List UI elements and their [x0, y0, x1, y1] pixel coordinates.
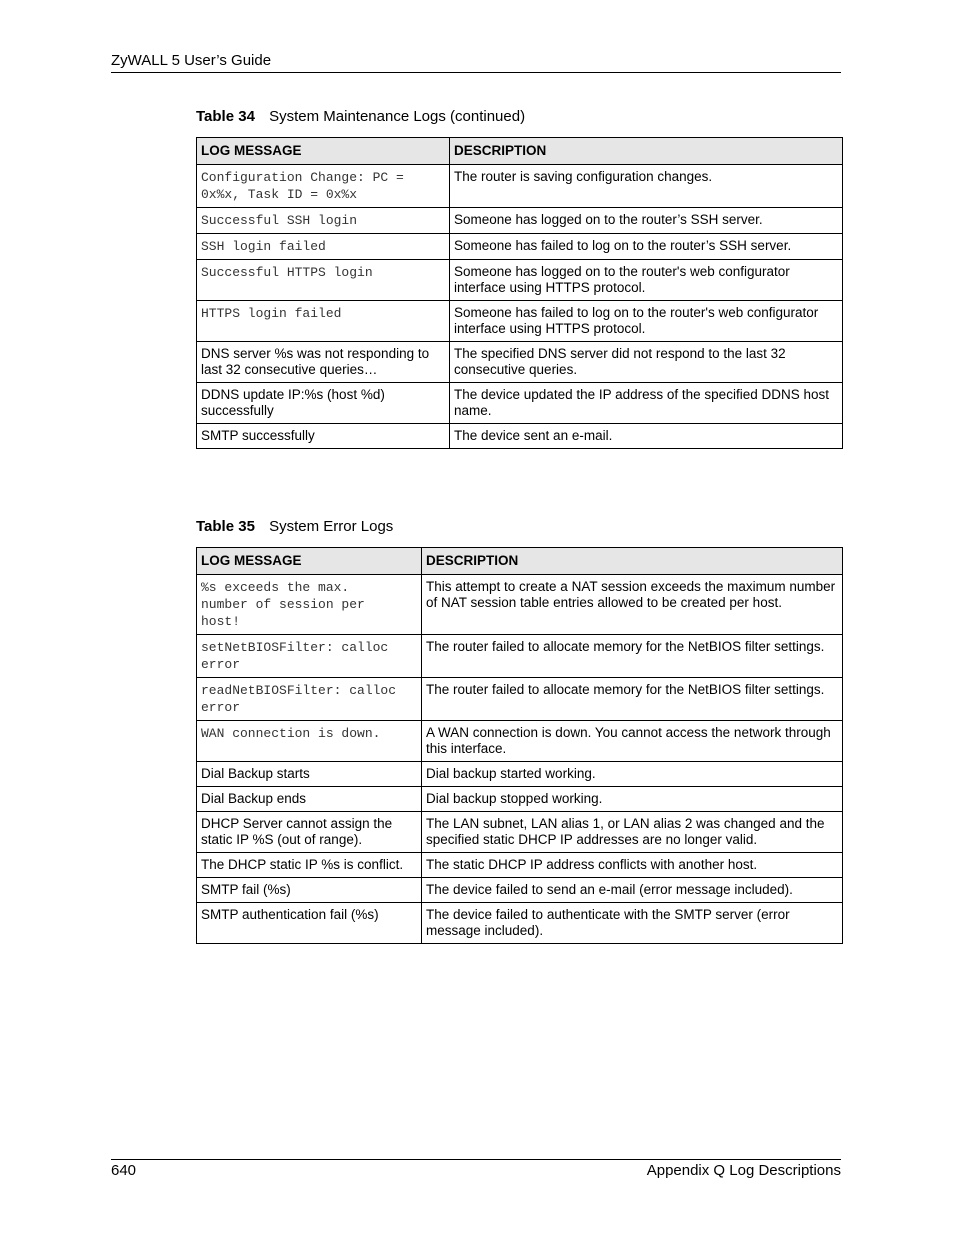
log-message-text: DDNS update IP:%s (host %d) successfully [201, 387, 389, 418]
log-message-cell [197, 424, 450, 449]
log-message-cell [197, 635, 422, 678]
table-row [197, 812, 843, 853]
log-message-text: HTTPS login failed [201, 306, 342, 321]
description-cell: A WAN connection is down. You cannot access the network through this interface. [422, 721, 843, 762]
log-message-cell [197, 853, 422, 878]
description-cell: The router failed to allocate memory for the NetBIOS filter settings. [422, 635, 843, 678]
log-message-text: %s exceeds the max. number of session per host! [201, 580, 365, 629]
table-row [197, 787, 843, 812]
log-message-text: Dial Backup starts [201, 766, 310, 781]
table-row [197, 208, 843, 234]
log-message-text: DHCP Server cannot assign the static IP %S (out of range). [201, 816, 396, 847]
log-message-cell [197, 812, 422, 853]
table-row [197, 575, 843, 635]
description-cell: Someone has logged on to the router's web configurator interface using HTTPS protocol. [450, 260, 843, 301]
log-message-cell [197, 721, 422, 762]
description-cell: This attempt to create a NAT session exceeds the maximum number of NAT session table entries allowed to be created per host. [422, 575, 843, 635]
log-message-cell [197, 260, 450, 301]
log-message-cell [197, 208, 450, 234]
description-cell: The device sent an e-mail. [450, 424, 843, 449]
running-header: ZyWALL 5 User’s Guide [111, 52, 272, 69]
table35-body [197, 575, 843, 944]
table-row [197, 165, 843, 208]
table-header-row [197, 548, 843, 575]
log-message-text: Configuration Change: PC = 0x%x, Task ID = 0x%x [201, 170, 404, 202]
log-message-cell [197, 678, 422, 721]
table-row [197, 301, 843, 342]
log-message-cell [197, 342, 450, 383]
log-message-cell [197, 234, 450, 260]
column-header-log-message: LOG MESSAGE [197, 548, 422, 575]
system-error-logs-table [196, 547, 843, 944]
footer-section-title: Appendix Q Log Descriptions [646, 1162, 841, 1179]
table34-caption-text: System Maintenance Logs (continued) [269, 108, 526, 125]
table-row [197, 878, 843, 903]
table35-caption-text: System Error Logs [269, 518, 394, 535]
log-message-text: setNetBIOSFilter: calloc error [201, 640, 389, 672]
log-message-text: DNS server %s was not responding to last 32 consecutive queries… [201, 346, 433, 377]
table-row [197, 234, 843, 260]
table-row [197, 762, 843, 787]
page-number: 640 [111, 1162, 137, 1179]
description-cell: The static DHCP IP address conflicts with another host. [422, 853, 843, 878]
description-cell: The device failed to authenticate with the SMTP server (error message included). [422, 903, 843, 944]
log-message-text: SSH login failed [201, 239, 326, 254]
description-cell: The device failed to send an e-mail (error message included). [422, 878, 843, 903]
log-message-text: The DHCP static IP %s is conflict. [201, 857, 404, 872]
log-message-text: SMTP fail (%s) [201, 882, 291, 897]
log-message-cell [197, 383, 450, 424]
description-cell: The router failed to allocate memory for the NetBIOS filter settings. [422, 678, 843, 721]
table-row [197, 383, 843, 424]
table34-caption-number: Table 34 [196, 108, 255, 125]
log-message-cell [197, 787, 422, 812]
table-row [197, 260, 843, 301]
table-row [197, 635, 843, 678]
log-message-text: readNetBIOSFilter: calloc error [201, 683, 397, 715]
table34-body [197, 165, 843, 449]
log-message-text: Successful HTTPS login [201, 265, 373, 280]
table-row [197, 424, 843, 449]
log-message-text: Successful SSH login [201, 213, 358, 228]
description-cell: The router is saving configuration changes. [450, 165, 843, 208]
description-cell: The LAN subnet, LAN alias 1, or LAN alias 2 was changed and the specified static DHCP IP addresses are no longer valid. [422, 812, 843, 853]
log-message-cell [197, 903, 422, 944]
log-message-text: WAN connection is down. [201, 726, 381, 741]
table-row [197, 721, 843, 762]
table34-caption [196, 108, 525, 126]
table-row [197, 342, 843, 383]
log-message-cell [197, 165, 450, 208]
description-cell: Someone has failed to log on to the router’s SSH server. [450, 234, 843, 260]
log-message-text: SMTP successfully [201, 428, 315, 443]
table35-caption [196, 518, 393, 536]
table35-caption-number: Table 35 [196, 518, 255, 535]
log-message-text: Dial Backup ends [201, 791, 307, 806]
log-message-cell [197, 878, 422, 903]
description-cell: Dial backup started working. [422, 762, 843, 787]
footer-rule [111, 1159, 841, 1160]
table-row [197, 678, 843, 721]
table-header-row [197, 138, 843, 165]
column-header-log-message: LOG MESSAGE [197, 138, 450, 165]
table-row [197, 853, 843, 878]
table-row [197, 903, 843, 944]
log-message-text: SMTP authentication fail (%s) [201, 907, 379, 922]
description-cell: The device updated the IP address of the specified DDNS host name. [450, 383, 843, 424]
log-message-cell [197, 301, 450, 342]
system-maintenance-logs-table [196, 137, 843, 449]
description-cell: The specified DNS server did not respond to the last 32 consecutive queries. [450, 342, 843, 383]
column-header-description: DESCRIPTION [450, 138, 843, 165]
description-cell: Someone has logged on to the router’s SSH server. [450, 208, 843, 234]
description-cell: Someone has failed to log on to the router's web configurator interface using HTTPS protocol. [450, 301, 843, 342]
log-message-cell [197, 762, 422, 787]
log-message-cell [197, 575, 422, 635]
header-rule [111, 72, 841, 73]
description-cell: Dial backup stopped working. [422, 787, 843, 812]
column-header-description: DESCRIPTION [422, 548, 843, 575]
